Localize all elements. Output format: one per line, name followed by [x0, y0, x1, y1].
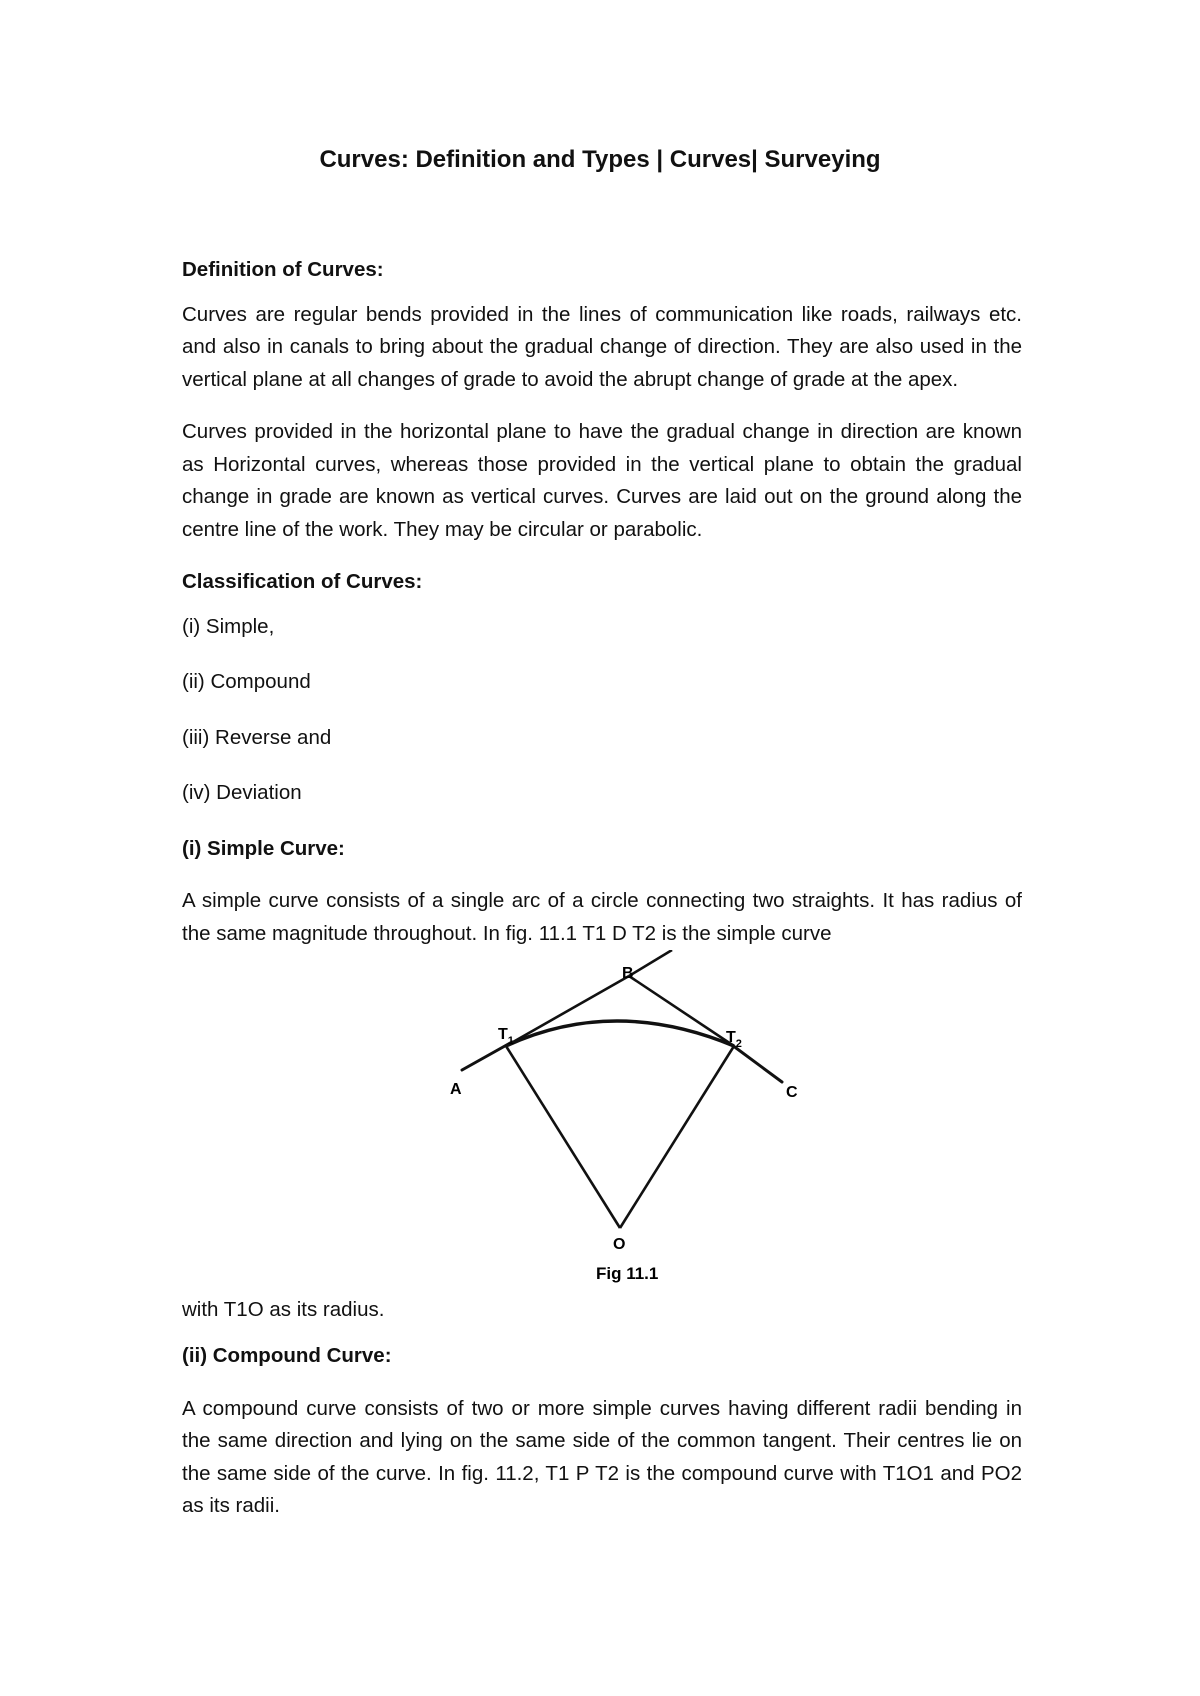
label-o: O [613, 1236, 626, 1253]
document-body [182, 254, 1022, 1523]
compound-curve-paragraph: A compound curve consists of two or more simple curves having different radii bending in the same direction and lying on the same side of the common tangent. Their centres lie on the same side of the curve. In fig. 11.2, T1 P T2 is the compound curve with T1O1 and PO2 as its radii. [182, 1396, 1022, 1517]
label-t2: $T_2$ [726, 1029, 742, 1050]
definition-paragraph-2: Curves provided in the horizontal plane to have the gradual change in direction are known as Horizontal curves, whereas those provided in the vertical plane to obtain the gradual change in grade are known as vertical curves. Curves are laid out on the ground along the centre line of the work. They may be circular or parabolic. [182, 420, 1022, 541]
simple-curve-paragraph: A simple curve consists of a single arc of a circle connecting two straights. It has radius of the same magnitude throughout. In fig. 11.1 T1 D T2 is the simple curve [182, 889, 1022, 945]
page-title: Curves: Definition and Types | Curves| Surveying [319, 146, 881, 173]
figure-caption: Fig 11.1 [596, 1264, 659, 1283]
label-b: B [622, 965, 634, 982]
classification-item: (i) Simple, [182, 614, 275, 638]
figure-row [182, 950, 1022, 1326]
label-t1: $T_1$ [498, 1026, 514, 1047]
classification-item: (iii) Reverse and [182, 725, 332, 749]
classification-item: (iv) Deviation [182, 781, 302, 804]
simple-curve-diagram [414, 950, 816, 1320]
simple-curve-paragraph-end: with T1O as its radius. [182, 1298, 385, 1321]
classification-item: (ii) Compound [182, 670, 311, 693]
definition-paragraph-1: Curves are regular bends provided in the lines of communication like roads, railways etc. and also in canals to bring about the gradual change of direction. They are also used in the vertical plane at all changes of grade to avoid the abrupt change of grade at the apex. [182, 302, 1022, 391]
compound-curve-heading: (ii) Compound Curve: [182, 1344, 392, 1367]
classification-heading: Classification of Curves: [182, 570, 423, 593]
label-c: C [786, 1084, 798, 1101]
label-a: A [450, 1081, 462, 1098]
simple-curve-heading: (i) Simple Curve: [182, 836, 345, 860]
definition-heading: Definition of Curves: [182, 258, 384, 281]
figure-11-1 [414, 950, 816, 1320]
classification-list [182, 611, 1022, 810]
